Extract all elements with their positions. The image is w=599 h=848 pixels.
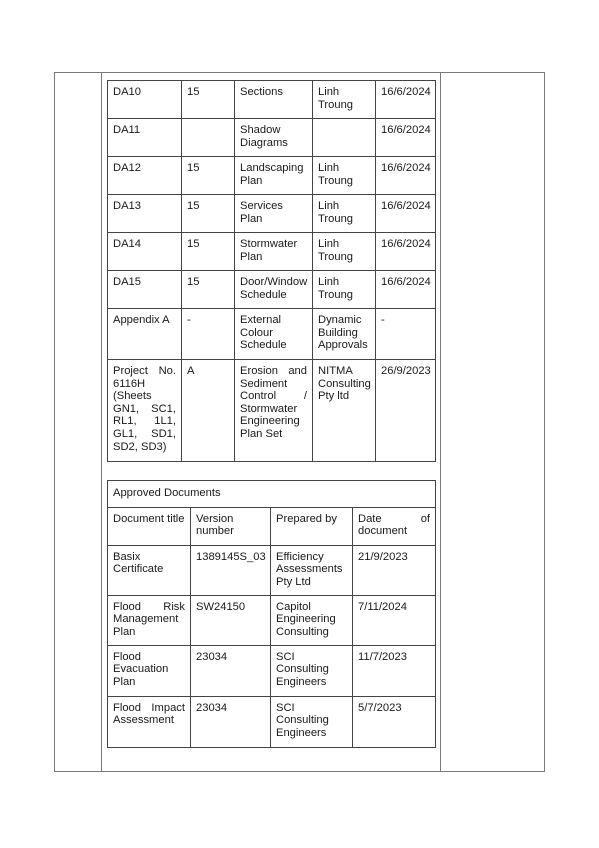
table-header-row xyxy=(108,507,436,545)
document-prepared-by: SCI Consulting Engineers xyxy=(271,696,353,747)
plan-prepared-by: Linh Troung xyxy=(313,195,376,233)
document-date: 7/11/2024 xyxy=(353,595,436,645)
document-version: 23034 xyxy=(191,696,271,747)
plan-number: DA13 xyxy=(108,195,182,233)
plan-date: 16/6/2024 xyxy=(376,233,436,271)
plan-revision: A xyxy=(182,360,235,462)
plan-prepared-by: Linh Troung xyxy=(313,81,376,119)
plan-title: Landscaping Plan xyxy=(235,157,313,195)
plan-number: Project No. 6116H (Sheets GN1, SC1, RL1, 1L1, GL1, SD1, SD2, SD3) xyxy=(108,360,182,462)
plan-date: 16/6/2024 xyxy=(376,271,436,309)
plan-prepared-by: Linh Troung xyxy=(313,157,376,195)
plan-revision: 15 xyxy=(182,271,235,309)
left-column-rule xyxy=(101,72,102,772)
plan-revision: 15 xyxy=(182,81,235,119)
document-title: Flood Risk Management Plan xyxy=(108,595,191,645)
column-header: Date of document xyxy=(353,507,436,545)
document-version: 1389145S_03 xyxy=(191,545,271,595)
plans-table xyxy=(107,80,436,462)
document-prepared-by: Efficiency Assessments Pty Ltd xyxy=(271,545,353,595)
document-version: 23034 xyxy=(191,645,271,696)
plan-title: Door/Window Schedule xyxy=(235,271,313,309)
plan-revision xyxy=(182,119,235,157)
plan-prepared-by: Linh Troung xyxy=(313,271,376,309)
plan-date: - xyxy=(376,309,436,360)
table-row xyxy=(108,119,436,157)
document-date: 21/9/2023 xyxy=(353,545,436,595)
approved-documents-table xyxy=(107,480,436,748)
plan-prepared-by: Dynamic Building Approvals xyxy=(313,309,376,360)
column-header: Document title xyxy=(108,507,191,545)
document-title: Basix Certificate xyxy=(108,545,191,595)
plan-revision: 15 xyxy=(182,157,235,195)
plan-title: Services Plan xyxy=(235,195,313,233)
plan-number: Appendix A xyxy=(108,309,182,360)
plan-prepared-by: Linh Troung xyxy=(313,233,376,271)
plan-title: Stormwater Plan xyxy=(235,233,313,271)
document-date: 11/7/2023 xyxy=(353,645,436,696)
table-row xyxy=(108,360,436,462)
document-prepared-by: Capitol Engineering Consulting xyxy=(271,595,353,645)
plan-date: 16/6/2024 xyxy=(376,119,436,157)
table-row xyxy=(108,309,436,360)
plan-number: DA10 xyxy=(108,81,182,119)
document-title: Flood Impact Assessment xyxy=(108,696,191,747)
plan-number: DA11 xyxy=(108,119,182,157)
plan-date: 16/6/2024 xyxy=(376,81,436,119)
approved-documents-heading: Approved Documents xyxy=(108,481,436,508)
table-row xyxy=(108,81,436,119)
plan-title: Shadow Diagrams xyxy=(235,119,313,157)
document-date: 5/7/2023 xyxy=(353,696,436,747)
column-header: Version number xyxy=(191,507,271,545)
table-row xyxy=(108,271,436,309)
plan-title: Erosion and Sediment Control / Stormwater Engineering Plan Set xyxy=(235,360,313,462)
plan-number: DA12 xyxy=(108,157,182,195)
plan-title: Sections xyxy=(235,81,313,119)
table-row xyxy=(108,233,436,271)
plan-revision: 15 xyxy=(182,233,235,271)
table-row xyxy=(108,595,436,645)
plan-revision: - xyxy=(182,309,235,360)
plan-date: 16/6/2024 xyxy=(376,157,436,195)
plan-revision: 15 xyxy=(182,195,235,233)
table-row xyxy=(108,696,436,747)
plan-prepared-by xyxy=(313,119,376,157)
document-version: SW24150 xyxy=(191,595,271,645)
plan-prepared-by: NITMA Consulting Pty ltd xyxy=(313,360,376,462)
document-title: Flood Evacuation Plan xyxy=(108,645,191,696)
table-heading-row xyxy=(108,481,436,508)
plan-date: 16/6/2024 xyxy=(376,195,436,233)
table-row xyxy=(108,645,436,696)
plan-date: 26/9/2023 xyxy=(376,360,436,462)
plan-number: DA14 xyxy=(108,233,182,271)
document-prepared-by: SCI Consulting Engineers xyxy=(271,645,353,696)
table-row xyxy=(108,157,436,195)
table-row xyxy=(108,545,436,595)
column-header: Prepared by xyxy=(271,507,353,545)
right-column-rule xyxy=(440,72,441,772)
table-row xyxy=(108,195,436,233)
plan-title: External Colour Schedule xyxy=(235,309,313,360)
plan-number: DA15 xyxy=(108,271,182,309)
